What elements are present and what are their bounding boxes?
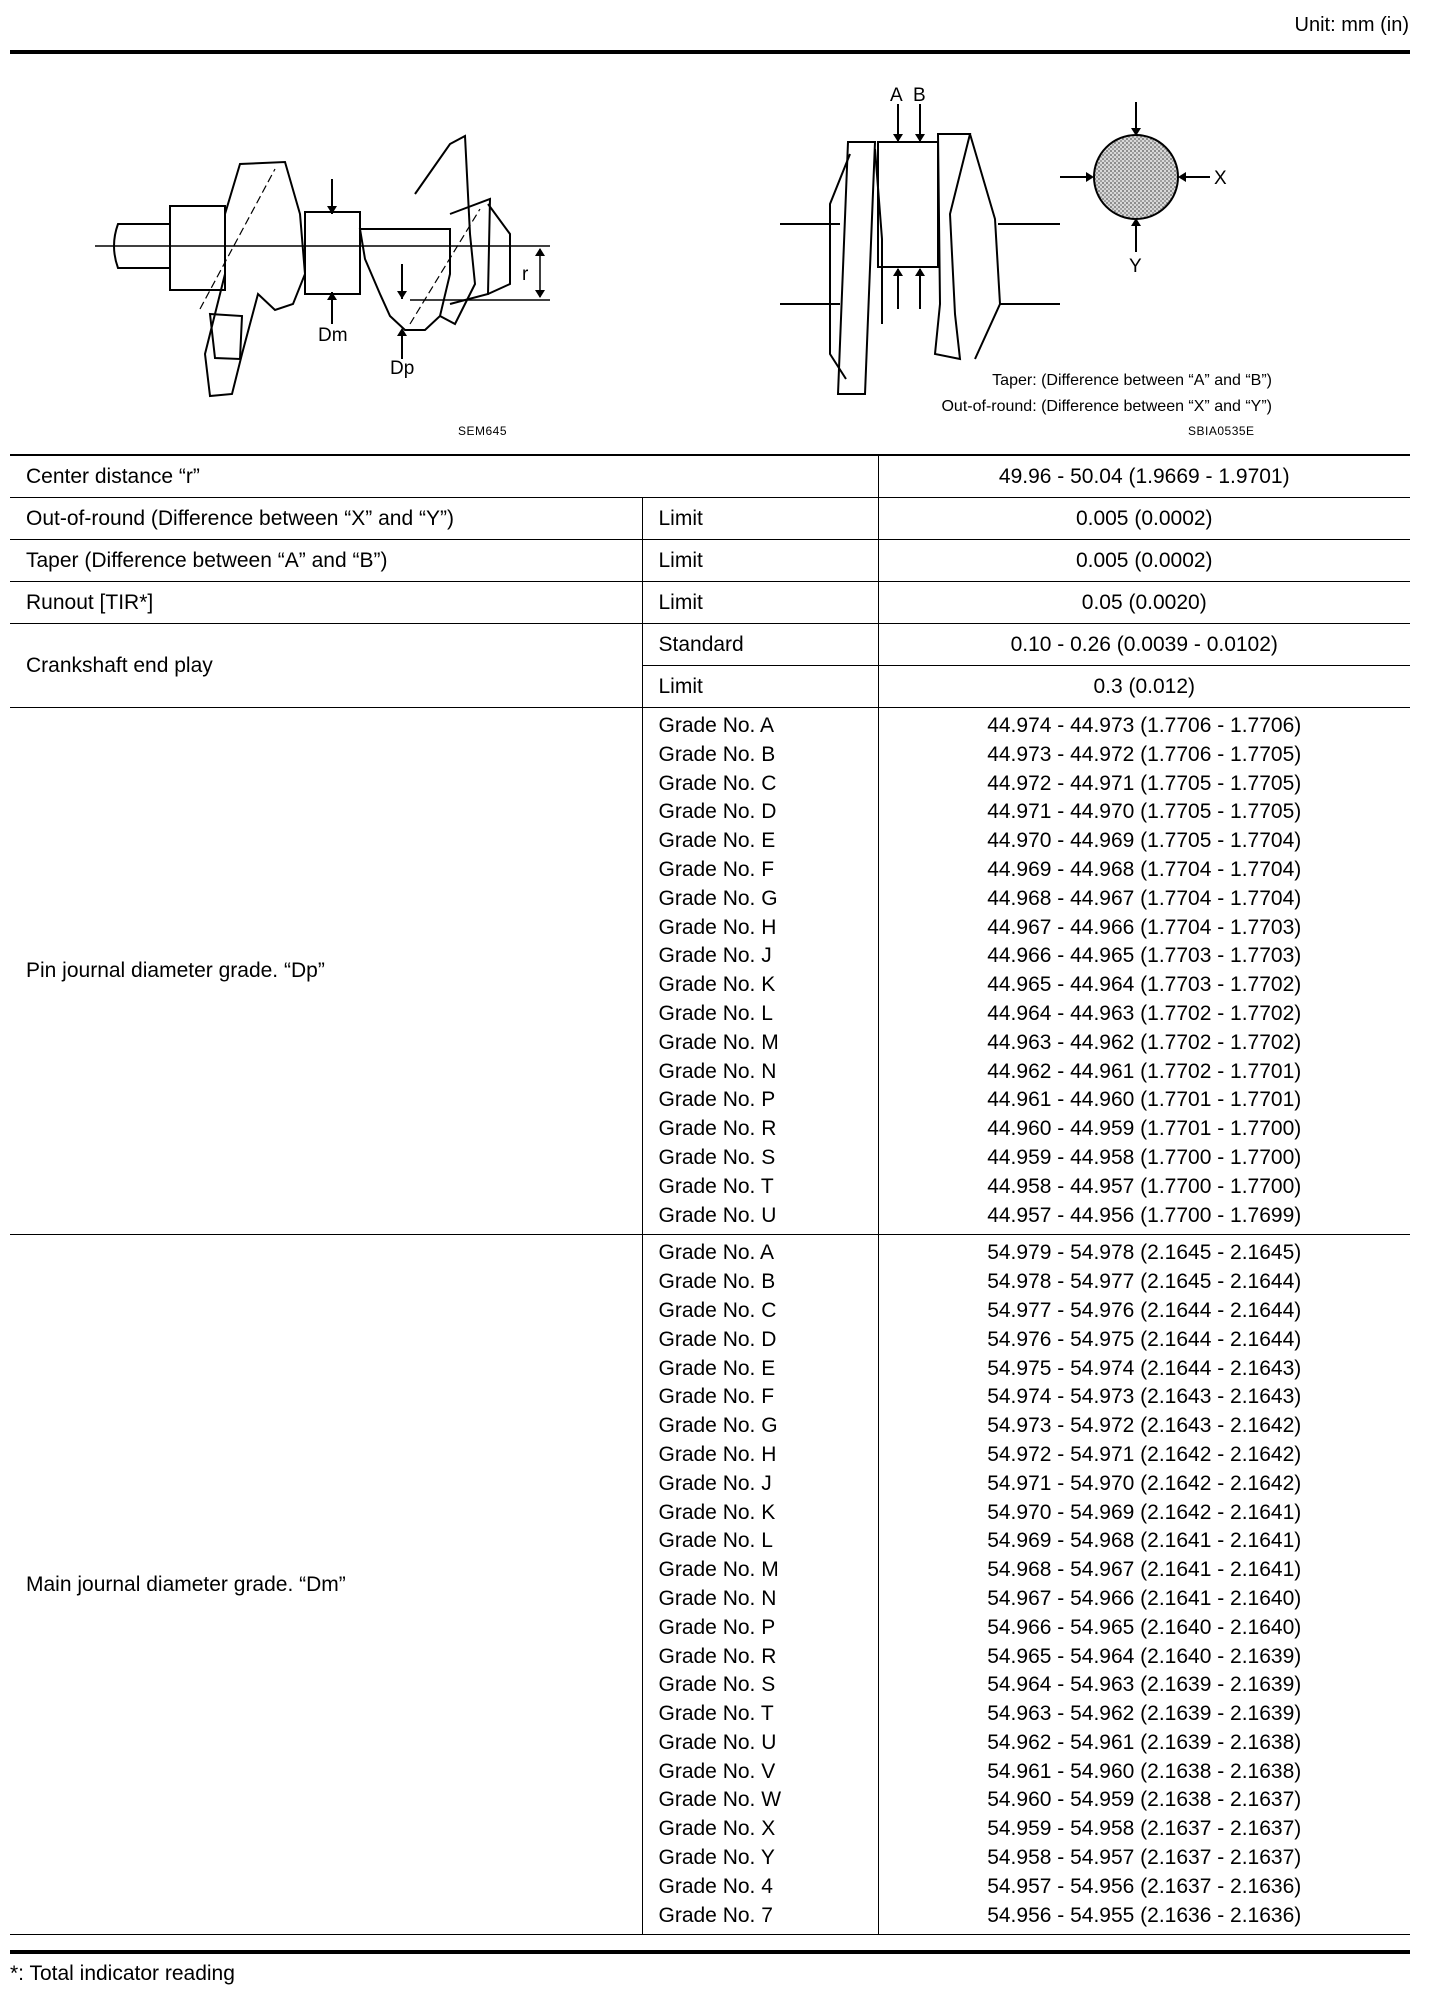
out-of-round-sub: Limit bbox=[642, 498, 878, 540]
taper-value: 0.005 (0.0002) bbox=[878, 540, 1410, 582]
runout-value: 0.05 (0.0020) bbox=[878, 582, 1410, 624]
grade-name: Grade No. S bbox=[658, 1673, 776, 1697]
grade-value: 54.975 - 54.974 (2.1644 - 2.1643) bbox=[987, 1356, 1302, 1380]
grade-value: 54.956 - 54.955 (2.1636 - 2.1636) bbox=[987, 1903, 1302, 1927]
runout-label: Runout [TIR*] bbox=[10, 582, 642, 624]
grade-name: Grade No. V bbox=[658, 1759, 776, 1783]
grade-value: 44.961 - 44.960 (1.7701 - 1.7701) bbox=[987, 1088, 1302, 1112]
cross-section-circle bbox=[1094, 135, 1178, 219]
grade-name: Grade No. M bbox=[658, 1030, 779, 1054]
grade-name: Grade No. E bbox=[658, 829, 776, 853]
main-grade-names bbox=[642, 1235, 878, 1935]
footnote: *: Total indicator reading bbox=[10, 1962, 235, 1985]
runout-sub: Limit bbox=[642, 582, 878, 624]
grade-name: Grade No. U bbox=[658, 1730, 777, 1754]
grade-value: 54.964 - 54.963 (2.1639 - 2.1639) bbox=[987, 1673, 1302, 1697]
end-play-label: Crankshaft end play bbox=[10, 624, 642, 708]
main-journal-label: Main journal diameter grade. “Dm” bbox=[10, 1235, 642, 1935]
grade-name: Grade No. T bbox=[658, 1174, 774, 1198]
row-end-play-standard bbox=[10, 624, 1410, 666]
grade-value: 44.972 - 44.971 (1.7705 - 1.7705) bbox=[987, 771, 1302, 795]
grade-name: Grade No. D bbox=[658, 1327, 777, 1351]
grade-name: Grade No. J bbox=[658, 1471, 772, 1495]
grade-name: Grade No. A bbox=[658, 714, 775, 737]
grade-value: 54.972 - 54.971 (2.1642 - 2.1642) bbox=[987, 1442, 1302, 1466]
grade-value: 54.979 - 54.978 (2.1645 - 2.1645) bbox=[987, 1241, 1302, 1265]
grade-name: Grade No. P bbox=[658, 1088, 776, 1112]
grade-value: 54.974 - 54.973 (2.1643 - 2.1643) bbox=[987, 1385, 1302, 1409]
grade-name: Grade No. G bbox=[658, 1414, 778, 1438]
grade-value: 44.970 - 44.969 (1.7705 - 1.7704) bbox=[987, 829, 1302, 853]
dp-label: Dp bbox=[390, 358, 415, 379]
crankshaft-drawing bbox=[95, 136, 550, 396]
grade-value: 44.957 - 44.956 (1.7700 - 1.7699) bbox=[987, 1203, 1302, 1227]
pin-journal-label: Pin journal diameter grade. “Dp” bbox=[10, 708, 642, 1235]
row-pin-journal bbox=[10, 708, 1410, 1235]
grade-value: 54.969 - 54.968 (2.1641 - 2.1641) bbox=[987, 1529, 1302, 1553]
out-of-round-label: Out-of-round (Difference between “X” and “Y”) bbox=[10, 498, 642, 540]
grade-value: 54.976 - 54.975 (2.1644 - 2.1644) bbox=[987, 1327, 1302, 1351]
grade-name: Grade No. R bbox=[658, 1117, 777, 1141]
row-taper bbox=[10, 540, 1410, 582]
oor-note: Out-of-round: (Difference between “X” and “Y”) bbox=[941, 398, 1272, 415]
grade-name: Grade No. P bbox=[658, 1615, 776, 1639]
end-play-limit-sub: Limit bbox=[642, 666, 878, 708]
a-label: A bbox=[890, 85, 903, 106]
figure-area bbox=[10, 54, 1410, 454]
grade-value: 54.973 - 54.972 (2.1643 - 2.1642) bbox=[987, 1414, 1302, 1438]
grade-name: Grade No. E bbox=[658, 1356, 776, 1380]
grade-value: 54.963 - 54.962 (2.1639 - 2.1639) bbox=[987, 1702, 1302, 1726]
grade-name: Grade No. W bbox=[658, 1788, 782, 1812]
row-center-distance bbox=[10, 455, 1410, 498]
end-play-standard-sub: Standard bbox=[642, 624, 878, 666]
grade-name: Grade No. X bbox=[658, 1817, 776, 1841]
y-label: Y bbox=[1129, 256, 1142, 277]
grade-name: Grade No. G bbox=[658, 886, 778, 910]
grade-name: Grade No. H bbox=[658, 915, 777, 939]
grade-value: 44.959 - 44.958 (1.7700 - 1.7700) bbox=[987, 1145, 1302, 1169]
sbia0535e-code: SBIA0535E bbox=[1188, 424, 1255, 438]
grade-value: 44.960 - 44.959 (1.7701 - 1.7700) bbox=[987, 1117, 1302, 1141]
grade-name: Grade No. B bbox=[658, 742, 776, 766]
grade-name: Grade No. R bbox=[658, 1644, 777, 1668]
journal-arrows bbox=[893, 134, 925, 276]
grade-value: 44.967 - 44.966 (1.7704 - 1.7703) bbox=[987, 915, 1302, 939]
grade-value: 54.966 - 54.965 (2.1640 - 2.1640) bbox=[987, 1615, 1302, 1639]
grade-name: Grade No. L bbox=[658, 1529, 773, 1553]
grade-value: 44.973 - 44.972 (1.7706 - 1.7705) bbox=[987, 742, 1302, 766]
x-label: X bbox=[1214, 168, 1227, 189]
grade-name: Grade No. N bbox=[658, 1059, 777, 1083]
b-label: B bbox=[913, 85, 926, 106]
bottom-rule bbox=[10, 1950, 1410, 1954]
taper-label: Taper (Difference between “A” and “B”) bbox=[10, 540, 642, 582]
grade-name: Grade No. L bbox=[658, 1001, 773, 1025]
grade-name: Grade No. F bbox=[658, 857, 775, 881]
sem645-code: SEM645 bbox=[458, 424, 508, 438]
grade-value: 54.977 - 54.976 (2.1644 - 2.1644) bbox=[987, 1298, 1302, 1322]
row-main-journal bbox=[10, 1235, 1410, 1935]
grade-name: Grade No. J bbox=[658, 944, 772, 968]
grade-name: Grade No. K bbox=[658, 973, 776, 997]
grade-value: 54.961 - 54.960 (2.1638 - 2.1638) bbox=[987, 1759, 1302, 1783]
grade-value: 54.958 - 54.957 (2.1637 - 2.1637) bbox=[987, 1846, 1302, 1870]
grade-value: 44.963 - 44.962 (1.7702 - 1.7702) bbox=[987, 1030, 1302, 1054]
grade-name: Grade No. N bbox=[658, 1586, 777, 1610]
pin-grade-names bbox=[642, 708, 878, 1235]
grade-value: 54.978 - 54.977 (2.1645 - 2.1644) bbox=[987, 1270, 1302, 1294]
grade-name: Grade No. Y bbox=[658, 1846, 775, 1870]
grade-name: Grade No. D bbox=[658, 800, 777, 824]
grade-name: Grade No. B bbox=[658, 1270, 776, 1294]
dm-label: Dm bbox=[318, 325, 348, 346]
out-of-round-value: 0.005 (0.0002) bbox=[878, 498, 1410, 540]
journal-drawing bbox=[780, 104, 1060, 394]
grade-name: Grade No. 7 bbox=[658, 1903, 773, 1927]
grade-value: 54.970 - 54.969 (2.1642 - 2.1641) bbox=[987, 1500, 1302, 1524]
grade-name: Grade No. C bbox=[658, 771, 777, 795]
grade-name: Grade No. C bbox=[658, 1298, 777, 1322]
end-play-standard-value: 0.10 - 0.26 (0.0039 - 0.0102) bbox=[878, 624, 1410, 666]
crankshaft-diagrams bbox=[10, 54, 1410, 454]
grade-value: 54.967 - 54.966 (2.1641 - 2.1640) bbox=[987, 1586, 1302, 1610]
grade-value: 44.964 - 44.963 (1.7702 - 1.7702) bbox=[987, 1001, 1302, 1025]
taper-note: Taper: (Difference between “A” and “B”) bbox=[992, 372, 1272, 389]
grade-value: 44.968 - 44.967 (1.7704 - 1.7704) bbox=[987, 886, 1302, 910]
grade-value: 54.960 - 54.959 (2.1638 - 2.1637) bbox=[987, 1788, 1302, 1812]
grade-value: 44.965 - 44.964 (1.7703 - 1.7702) bbox=[987, 973, 1302, 997]
grade-value: 54.957 - 54.956 (2.1637 - 2.1636) bbox=[987, 1874, 1302, 1898]
grade-name: Grade No. M bbox=[658, 1558, 779, 1582]
grade-value: 44.962 - 44.961 (1.7702 - 1.7701) bbox=[987, 1059, 1302, 1083]
r-label: r bbox=[522, 264, 529, 285]
grade-name: Grade No. A bbox=[658, 1241, 775, 1265]
grade-value: 44.969 - 44.968 (1.7704 - 1.7704) bbox=[987, 857, 1302, 881]
grade-value: 44.971 - 44.970 (1.7705 - 1.7705) bbox=[987, 800, 1302, 824]
taper-sub: Limit bbox=[642, 540, 878, 582]
grade-name: Grade No. U bbox=[658, 1203, 777, 1227]
grade-value: 54.959 - 54.958 (2.1637 - 2.1637) bbox=[987, 1817, 1302, 1841]
center-distance-value: 49.96 - 50.04 (1.9669 - 1.9701) bbox=[878, 455, 1410, 498]
grade-name: Grade No. 4 bbox=[658, 1874, 773, 1898]
grade-value: 54.968 - 54.967 (2.1641 - 2.1641) bbox=[987, 1558, 1302, 1582]
grade-name: Grade No. F bbox=[658, 1385, 775, 1409]
grade-value: 44.966 - 44.965 (1.7703 - 1.7703) bbox=[987, 944, 1302, 968]
center-distance-label: Center distance “r” bbox=[10, 455, 878, 498]
row-out-of-round bbox=[10, 498, 1410, 540]
end-play-limit-value: 0.3 (0.012) bbox=[878, 666, 1410, 708]
pin-grade-values bbox=[878, 708, 1410, 1235]
grade-value: 44.974 - 44.973 (1.7706 - 1.7706) bbox=[987, 714, 1302, 737]
grade-name: Grade No. K bbox=[658, 1500, 776, 1524]
row-runout bbox=[10, 582, 1410, 624]
grade-value: 54.971 - 54.970 (2.1642 - 2.1642) bbox=[987, 1471, 1302, 1495]
grade-name: Grade No. H bbox=[658, 1442, 777, 1466]
grade-name: Grade No. S bbox=[658, 1145, 776, 1169]
grade-value: 44.958 - 44.957 (1.7700 - 1.7700) bbox=[987, 1174, 1302, 1198]
grade-value: 54.962 - 54.961 (2.1639 - 2.1638) bbox=[987, 1730, 1302, 1754]
crankshaft-spec-table bbox=[10, 454, 1410, 1935]
grade-value: 54.965 - 54.964 (2.1640 - 2.1639) bbox=[987, 1644, 1302, 1668]
grade-name: Grade No. T bbox=[658, 1702, 774, 1726]
unit-label: Unit: mm (in) bbox=[1294, 14, 1409, 36]
main-grade-values bbox=[878, 1235, 1410, 1935]
